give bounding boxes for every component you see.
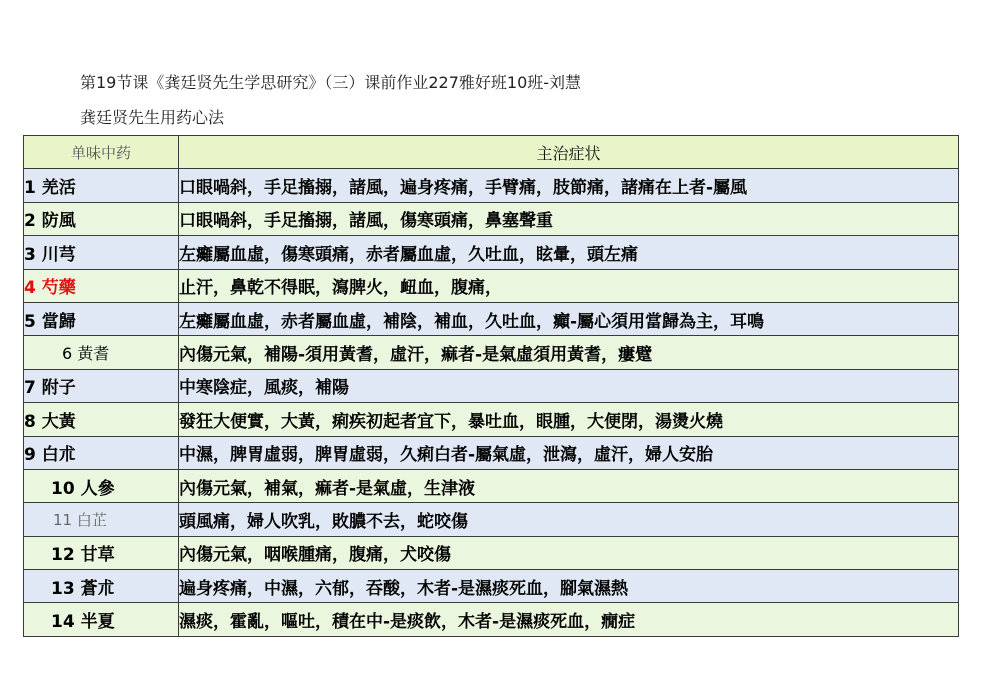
symptoms-cell: 止汗，鼻乾不得眠，瀉脾火，衄血，腹痛， <box>179 269 959 302</box>
table-row <box>24 269 959 302</box>
table-row <box>24 469 959 502</box>
column-header-herb: 单味中药 <box>24 136 179 169</box>
symptoms-cell: 遍身疼痛，中濕，六郁，吞酸，木者-是濕痰死血，腳氣濕熱 <box>179 570 959 603</box>
symptoms-cell: 口眼喎斜，手足搐搦，諸風，遍身疼痛，手臂痛，肢節痛，諸痛在上者-屬風 <box>179 169 959 202</box>
symptoms-cell: 發狂大便實，大黃，痢疾初起者宜下，暴吐血，眼腫，大便閉，湯燙火燒 <box>179 403 959 436</box>
table-row <box>24 369 959 402</box>
symptoms-cell: 左癱屬血虛，傷寒頭痛，赤者屬血虛，久吐血，眩暈，頭左痛 <box>179 236 959 269</box>
herb-cell-highlighted: 4 芍藥 <box>24 269 179 302</box>
herb-cell: 1 羌活 <box>24 169 179 202</box>
symptoms-cell: 濕痰，霍亂，嘔吐，積在中-是痰飲，木者-是濕痰死血，癇症 <box>179 603 959 636</box>
column-header-symptoms: 主治症状 <box>179 136 959 169</box>
herb-cell: 7 附子 <box>24 369 179 402</box>
herb-cell: 5 當歸 <box>24 302 179 335</box>
herb-table <box>23 135 959 637</box>
symptoms-cell: 內傷元氣，咽喉腫痛，腹痛，犬咬傷 <box>179 536 959 569</box>
table-header-row <box>24 136 959 169</box>
document-title: 第19节课《龚廷贤先生学思研究》（三）课前作业227雅好班10班-刘慧 <box>80 73 582 92</box>
herb-cell: 8 大黃 <box>24 403 179 436</box>
table-row <box>24 536 959 569</box>
symptoms-cell: 內傷元氣，補氣，痲者-是氣虛，生津液 <box>179 469 959 502</box>
table-row <box>24 169 959 202</box>
table-row <box>24 503 959 536</box>
symptoms-cell: 中寒陰症，風痰，補陽 <box>179 369 959 402</box>
herb-cell: 3 川芎 <box>24 236 179 269</box>
symptoms-cell: 內傷元氣，補陽-須用黃耆，虛汗，痲者-是氣虛須用黃耆，瘻躄 <box>179 336 959 369</box>
symptoms-cell: 頭風痛，婦人吹乳，敗膿不去，蛇咬傷 <box>179 503 959 536</box>
herb-cell: 13 蒼朮 <box>24 570 179 603</box>
herb-cell: 12 甘草 <box>24 536 179 569</box>
symptoms-cell: 左癱屬血虛，赤者屬血虛，補陰，補血，久吐血，癲-屬心須用當歸為主，耳鳴 <box>179 302 959 335</box>
table-row <box>24 236 959 269</box>
table-row <box>24 436 959 469</box>
symptoms-cell: 口眼喎斜，手足搐搦，諸風，傷寒頭痛，鼻塞聲重 <box>179 202 959 235</box>
herb-cell: 14 半夏 <box>24 603 179 636</box>
symptoms-cell: 中濕，脾胃虛弱，脾胃虛弱，久痢白者-屬氣虛，泄瀉，虛汗，婦人安胎 <box>179 436 959 469</box>
table-row <box>24 302 959 335</box>
herb-cell: 11 白芷 <box>24 503 179 536</box>
herb-cell: 10 人參 <box>24 469 179 502</box>
document-subtitle: 龚廷贤先生用药心法 <box>80 108 225 127</box>
herb-cell: 9 白朮 <box>24 436 179 469</box>
table-row <box>24 403 959 436</box>
herb-cell: 6 黃耆 <box>24 336 179 369</box>
table-row <box>24 336 959 369</box>
table-row <box>24 202 959 235</box>
table-row <box>24 570 959 603</box>
herb-cell: 2 防風 <box>24 202 179 235</box>
table-row <box>24 603 959 636</box>
